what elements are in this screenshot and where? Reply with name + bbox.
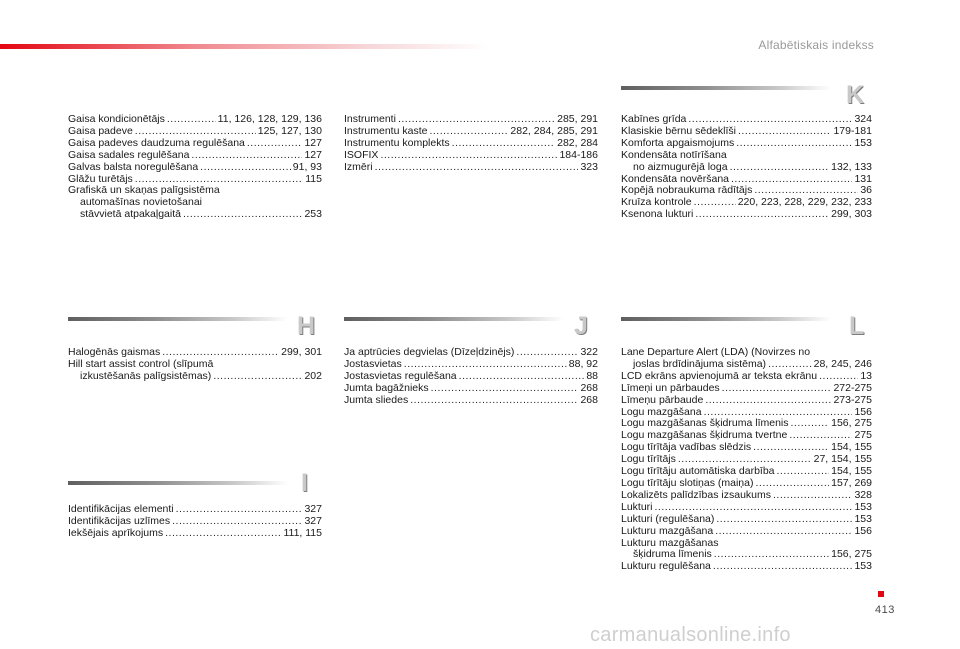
leader-dots	[247, 138, 303, 150]
index-term: Jumta bagāžnieks	[344, 381, 429, 394]
index-term-line: Grafiskā un skaņas palīgsistēma	[68, 184, 220, 197]
page-refs: 157, 269	[831, 476, 872, 489]
leader-dots	[452, 138, 555, 150]
page-refs: 282, 284	[557, 136, 598, 149]
index-section-k	[621, 114, 872, 221]
leader-dots	[410, 395, 578, 407]
index-term: Gaisa sadales regulēšana	[68, 148, 190, 161]
leader-dots	[715, 526, 852, 538]
page-refs: 154, 155	[831, 465, 872, 478]
page-refs: 127	[304, 148, 322, 161]
leader-dots	[714, 549, 829, 561]
page-refs: 111, 115	[283, 526, 322, 539]
index-entry	[68, 150, 322, 162]
page-refs: 179-181	[833, 124, 872, 137]
leader-dots	[819, 371, 858, 383]
index-entry	[344, 138, 598, 150]
page-refs: 28, 245, 246	[813, 357, 872, 370]
page-refs: 327	[304, 514, 322, 527]
section-divider-h	[68, 317, 288, 321]
index-term-line: automašīnas novietošanai	[80, 196, 202, 209]
page-refs: 220, 223, 228, 229, 232, 233	[737, 196, 872, 209]
leader-dots	[773, 490, 852, 502]
page-refs: 202	[304, 369, 322, 382]
page-refs: 285, 291	[557, 113, 598, 125]
section-divider-i	[68, 481, 288, 485]
page-refs: 299, 301	[281, 346, 322, 358]
page-refs: 322	[580, 346, 598, 358]
page-marker-square	[878, 591, 884, 597]
index-entry	[344, 371, 598, 383]
page-refs: 36	[860, 184, 872, 197]
index-entry	[344, 150, 598, 162]
index-entry	[68, 162, 322, 174]
index-term: Lokalizēts palīdzības izsaukums	[621, 488, 771, 501]
page-refs: 275	[854, 429, 872, 442]
index-term: šķidruma līmenis	[633, 548, 712, 561]
page-refs: 273-275	[833, 393, 872, 406]
leader-dots	[176, 504, 303, 516]
index-entry	[344, 395, 598, 407]
index-term: Logu tīrītāja vadības slēdzis	[621, 441, 752, 454]
index-entry	[621, 514, 872, 526]
leader-dots	[213, 371, 302, 383]
index-term: Instrumenti	[344, 113, 396, 125]
index-section-i-continued	[344, 114, 598, 174]
leader-dots	[722, 383, 832, 395]
index-term: joslas brdīdinājuma sistēma)	[633, 357, 767, 370]
leader-dots	[694, 197, 736, 209]
index-term: Gaisa padeve	[68, 124, 133, 137]
index-term: Glāžu turētājs	[68, 172, 133, 185]
page-refs: 328	[854, 488, 872, 501]
page-refs: 153	[854, 136, 872, 149]
leader-dots	[738, 126, 831, 138]
index-entry	[68, 371, 322, 383]
index-term-line: Kondensāta notīrīšana	[621, 148, 727, 161]
index-entry	[621, 383, 872, 395]
index-entry	[68, 209, 322, 221]
page-refs: 156	[854, 405, 872, 418]
index-entry	[621, 561, 872, 573]
page-refs: 253	[304, 208, 322, 221]
page-refs: 11, 126, 128, 129, 136	[217, 113, 322, 125]
index-term-line: Lane Departure Alert (LDA) (Novirzes no	[621, 346, 811, 358]
index-term: Lukturi (regulēšana)	[621, 512, 715, 525]
page-refs: 153	[854, 560, 872, 573]
index-term: Identifikācijas elementi	[68, 503, 174, 515]
page-refs: 127	[304, 136, 322, 149]
index-term: Identifikācijas uzlīmes	[68, 514, 171, 527]
index-term: izkustēšanās palīgsistēmas)	[80, 369, 212, 382]
index-entry	[621, 371, 872, 383]
leader-dots	[200, 162, 291, 174]
index-term: Logu mazgāšana	[621, 405, 702, 418]
page-refs: 324	[854, 113, 872, 125]
index-entry	[68, 528, 322, 540]
page-refs: 153	[854, 512, 872, 525]
leader-dots	[165, 528, 281, 540]
index-entry	[621, 526, 872, 538]
page-number: 413	[875, 604, 895, 616]
page-refs: 132, 133	[831, 160, 872, 173]
page-refs: 131	[854, 172, 872, 185]
leader-dots	[459, 371, 585, 383]
index-entry	[621, 490, 872, 502]
leader-dots	[695, 209, 829, 221]
index-term: Kopējā nobraukuma rādītājs	[621, 184, 753, 197]
page-refs: 268	[580, 381, 598, 394]
page-refs: 115	[305, 172, 322, 185]
index-term: Instrumentu kaste	[344, 124, 428, 137]
index-section-h	[68, 347, 322, 383]
section-letter-h: H	[297, 312, 316, 340]
page-refs: 272-275	[833, 381, 872, 394]
index-term: Halogēnās gaismas	[68, 346, 161, 358]
leader-dots	[167, 114, 216, 126]
index-term: Logu mazgāšanas šķidruma līmenis	[621, 417, 789, 430]
index-term: Logu tīrītāju automātiska darbība	[621, 465, 775, 478]
section-letter-k: K	[846, 81, 865, 109]
leader-dots	[380, 150, 557, 162]
page-refs: 268	[580, 393, 598, 406]
leader-dots	[713, 561, 853, 573]
page-refs: 88, 92	[568, 357, 598, 370]
page-refs: 91, 93	[292, 160, 322, 173]
index-entry	[621, 162, 872, 174]
index-section-l	[621, 347, 872, 573]
index-term: Lukturu regulēšana	[621, 560, 711, 573]
section-divider-k	[621, 86, 831, 90]
index-term: Lukturu mazgāšana	[621, 524, 714, 537]
section-letter-i: I	[301, 469, 308, 497]
index-entry	[621, 138, 872, 150]
leader-dots	[375, 162, 579, 174]
page-header-title: Alfabētiskais indekss	[758, 38, 874, 52]
index-entry	[621, 395, 872, 407]
page-refs: 282, 284, 285, 291	[510, 124, 598, 137]
index-term: Jumta sliedes	[344, 393, 409, 406]
index-term: Jostasvietas regulēšana	[344, 369, 457, 382]
index-term: Logu tīrītājs	[621, 453, 676, 466]
index-term: Līmeņu pārbaude	[621, 393, 704, 406]
index-term: Līmeņi un pārbaudes	[621, 381, 720, 394]
index-term: Kabīnes grīda	[621, 113, 687, 125]
index-entry	[621, 209, 872, 221]
index-term: Klasiskie bērnu sēdeklīši	[621, 124, 736, 137]
index-section-j	[344, 347, 598, 407]
leader-dots	[777, 466, 830, 478]
index-term: Kruīza kontrole	[621, 196, 692, 209]
index-term: Gaisa kondicionētājs	[68, 113, 165, 125]
index-term: Ksenona lukturi	[621, 208, 694, 221]
index-term: Galvas balsta noregulēšana	[68, 160, 199, 173]
page-refs: 153	[854, 500, 872, 513]
index-entry	[344, 162, 598, 174]
page-refs: 13	[860, 369, 872, 382]
watermark-text: carmanualsonline.info	[590, 624, 791, 646]
leader-dots	[730, 162, 830, 174]
index-term: Jostasvietas	[344, 357, 402, 370]
index-term: Komforta apgaismojums	[621, 136, 735, 149]
index-term-line: Lukturu mazgāšanas	[621, 536, 719, 549]
section-divider-l	[621, 317, 831, 321]
index-term: Izmēri	[344, 160, 373, 173]
page-refs: 156, 275	[831, 417, 872, 430]
leader-dots	[655, 502, 853, 514]
index-term: Ja aptrūcies degvielas (Dīzeļdzinējs)	[344, 346, 515, 358]
page-refs: 88	[586, 369, 598, 382]
page-refs: 323	[580, 160, 598, 173]
index-section-i	[68, 504, 322, 540]
index-term: Logu mazgāšanas šķidruma tvertne	[621, 429, 788, 442]
index-term: Instrumentu komplekts	[344, 136, 450, 149]
leader-dots	[191, 150, 302, 162]
index-entry	[344, 383, 598, 395]
leader-dots	[705, 395, 831, 407]
index-term: ISOFIX	[344, 148, 379, 161]
page-refs: 156	[854, 524, 872, 537]
section-letter-l: L	[849, 312, 865, 340]
index-section-g	[68, 114, 322, 221]
page-refs: 184-186	[559, 148, 598, 161]
page-refs: 154, 155	[831, 441, 872, 454]
index-term-line: Hill start assist control (slīpumā	[68, 357, 214, 370]
page-refs: 27, 154, 155	[813, 453, 872, 466]
page-refs: 156, 275	[831, 548, 872, 561]
section-letter-j: J	[574, 312, 588, 340]
index-term: Iekšējais aprīkojums	[68, 526, 164, 539]
index-term: no aizmugurējā loga	[633, 160, 728, 173]
section-divider-j	[344, 317, 564, 321]
header-accent-bar	[0, 44, 490, 49]
index-term: Logu tīrītāju slotiņas (maiņa)	[621, 476, 754, 489]
index-entry	[621, 502, 872, 514]
leader-dots	[716, 514, 852, 526]
leader-dots	[791, 418, 830, 430]
leader-dots	[736, 138, 852, 150]
index-term: Lukturi	[621, 500, 653, 513]
index-term: Kondensāta novēršana	[621, 172, 729, 185]
index-term: LCD ekrāns apvienojumā ar teksta ekrānu	[621, 369, 818, 382]
index-term: stāvvietā atpakaļgaitā	[80, 208, 181, 221]
page-refs: 125, 127, 130	[257, 124, 322, 137]
page-refs: 327	[304, 503, 322, 515]
index-term: Gaisa padeves daudzuma regulēšana	[68, 136, 245, 149]
index-entry	[68, 138, 322, 150]
leader-dots	[431, 383, 579, 395]
page-refs: 299, 303	[831, 208, 872, 221]
leader-dots	[183, 209, 302, 221]
